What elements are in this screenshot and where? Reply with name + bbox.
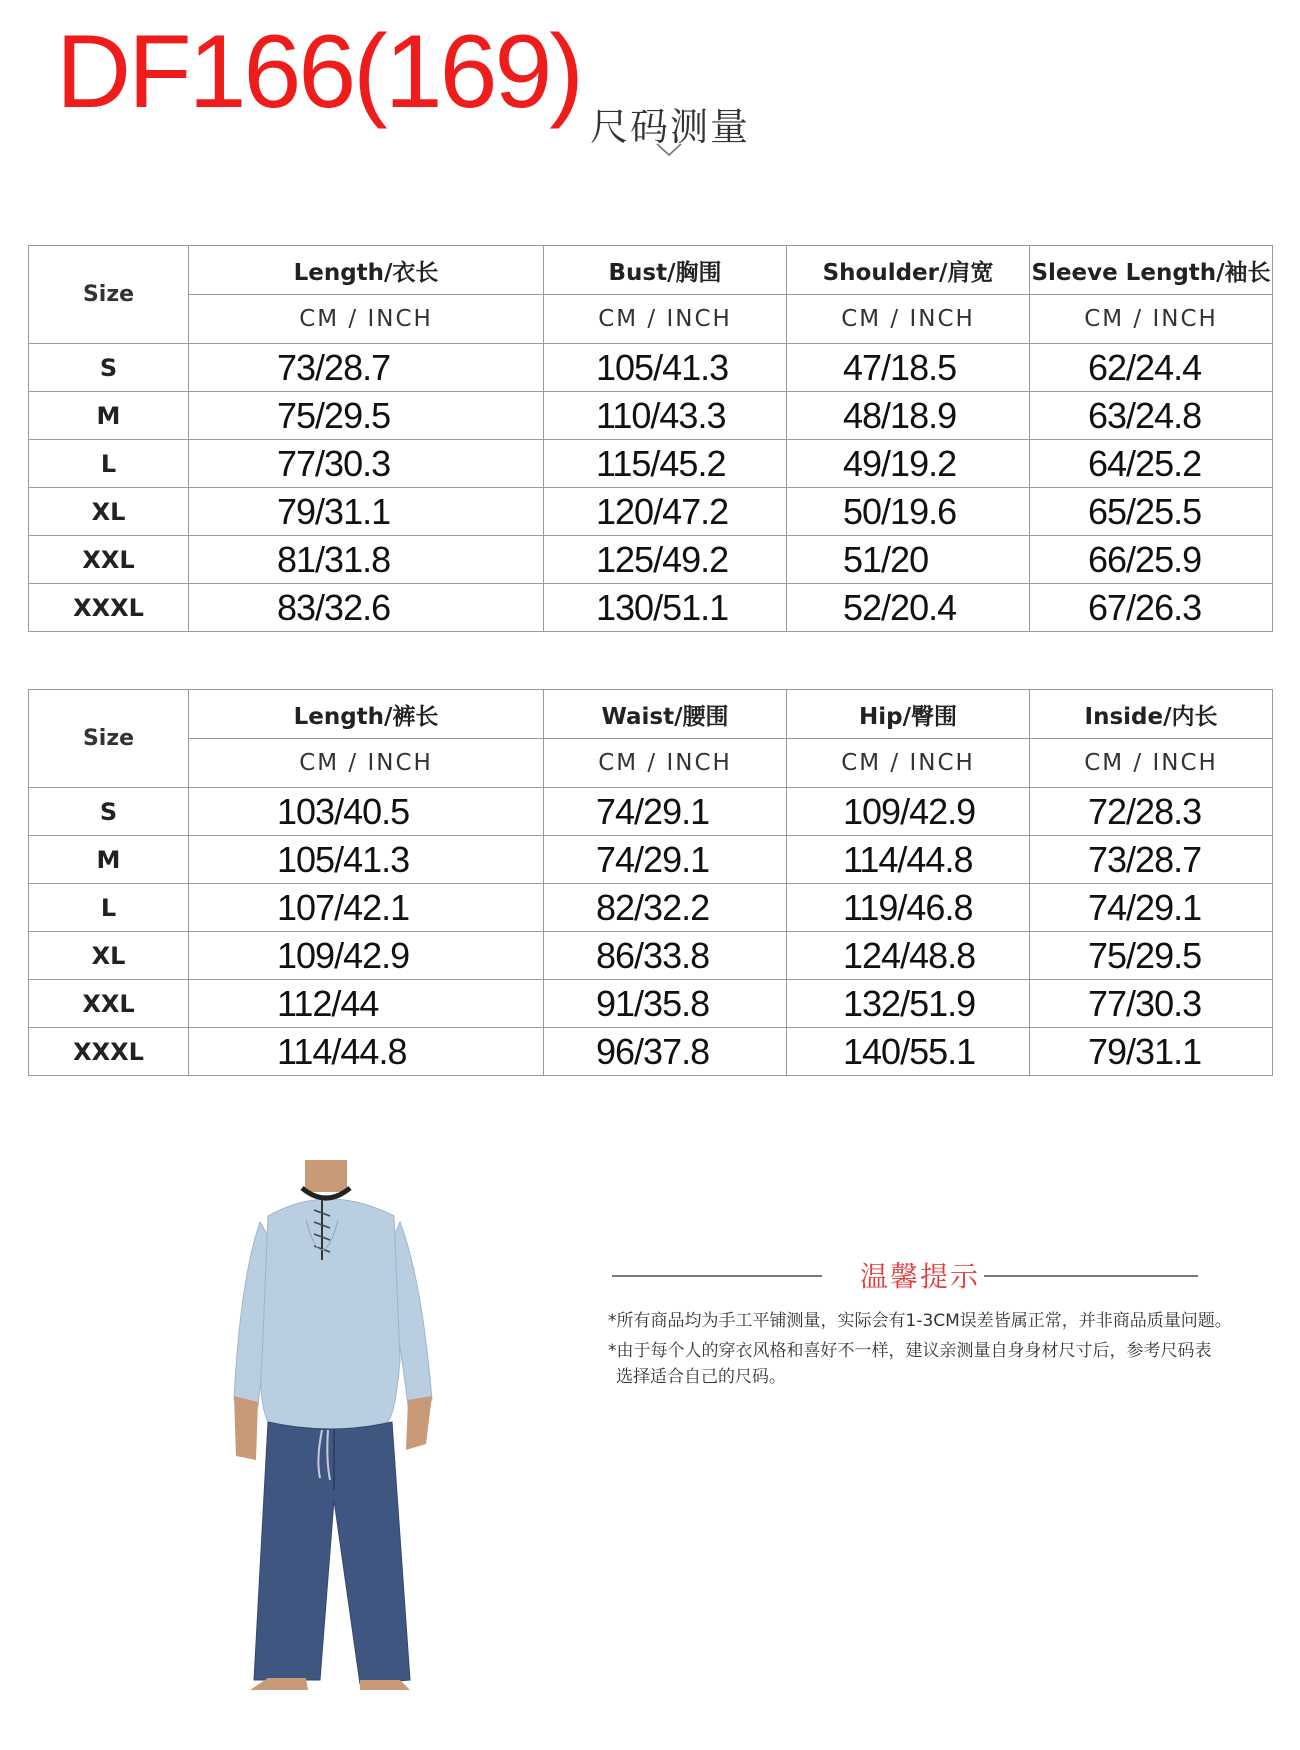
bottom-size-table: [28, 689, 1273, 1076]
size-cell: M: [29, 392, 189, 440]
table-row: [29, 392, 1273, 440]
table-row: [29, 980, 1273, 1028]
size-cell: XXXL: [29, 584, 189, 632]
value-cell: 51/20: [843, 538, 929, 580]
value-cell: 50/19.6: [843, 490, 957, 532]
chevron-down-icon: [655, 142, 683, 158]
product-code: DF166(169): [56, 14, 581, 130]
value-cell: 140/55.1: [843, 1030, 976, 1072]
value-cell: 75/29.5: [277, 394, 391, 436]
size-cell: S: [29, 344, 189, 392]
value-cell: 107/42.1: [277, 886, 410, 928]
size-cell: XL: [29, 488, 189, 536]
value-cell: 52/20.4: [843, 586, 957, 628]
divider: [984, 1275, 1198, 1277]
unit-label: CM / INCH: [1030, 739, 1273, 788]
value-cell: 64/25.2: [1088, 442, 1202, 484]
value-cell: 47/18.5: [843, 346, 957, 388]
table-row: [29, 584, 1273, 632]
column-header: Length/衣长: [189, 246, 544, 295]
model-photo: [210, 1160, 450, 1690]
value-cell: 125/49.2: [596, 538, 729, 580]
value-cell: 86/33.8: [596, 934, 710, 976]
unit-label: CM / INCH: [787, 295, 1030, 344]
value-cell: 115/45.2: [596, 442, 726, 484]
table-row: [29, 440, 1273, 488]
table-row: [29, 836, 1273, 884]
value-cell: 62/24.4: [1088, 346, 1202, 388]
size-cell: L: [29, 440, 189, 488]
size-header: Size: [29, 690, 189, 788]
value-cell: 81/31.8: [277, 538, 391, 580]
size-cell: L: [29, 884, 189, 932]
column-header: Waist/腰围: [544, 690, 787, 739]
top-size-table: [28, 245, 1273, 632]
size-cell: XL: [29, 932, 189, 980]
value-cell: 73/28.7: [1088, 838, 1202, 880]
column-header: Inside/内长: [1030, 690, 1273, 739]
value-cell: 105/41.3: [596, 346, 729, 388]
column-header: Shoulder/肩宽: [787, 246, 1030, 295]
value-cell: 67/26.3: [1088, 586, 1202, 628]
value-cell: 114/44.8: [277, 1030, 407, 1072]
table-row: [29, 884, 1273, 932]
value-cell: 114/44.8: [843, 838, 973, 880]
value-cell: 119/46.8: [843, 886, 973, 928]
column-header: Bust/胸围: [544, 246, 787, 295]
value-cell: 130/51.1: [596, 586, 729, 628]
value-cell: 79/31.1: [277, 490, 391, 532]
unit-label: CM / INCH: [189, 295, 544, 344]
value-cell: 48/18.9: [843, 394, 957, 436]
value-cell: 66/25.9: [1088, 538, 1202, 580]
column-header: Hip/臀围: [787, 690, 1030, 739]
tip-text: *所有商品均为手工平铺测量，实际会有1-3CM误差皆属正常，并非商品质量问题。: [608, 1311, 1232, 1331]
value-cell: 72/28.3: [1088, 790, 1202, 832]
size-cell: XXL: [29, 980, 189, 1028]
size-header: Size: [29, 246, 189, 344]
unit-label: CM / INCH: [544, 739, 787, 788]
value-cell: 83/32.6: [277, 586, 391, 628]
unit-label: CM / INCH: [544, 295, 787, 344]
value-cell: 103/40.5: [277, 790, 410, 832]
value-cell: 74/29.1: [1088, 886, 1202, 928]
table-row: [29, 1028, 1273, 1076]
value-cell: 65/25.5: [1088, 490, 1202, 532]
value-cell: 73/28.7: [277, 346, 391, 388]
tip-text: 选择适合自己的尺码。: [616, 1367, 786, 1387]
value-cell: 96/37.8: [596, 1030, 710, 1072]
table-row: [29, 536, 1273, 584]
column-header: Sleeve Length/袖长: [1030, 246, 1273, 295]
value-cell: 74/29.1: [596, 838, 710, 880]
value-cell: 74/29.1: [596, 790, 710, 832]
table-row: [29, 932, 1273, 980]
divider: [612, 1275, 822, 1277]
tips-title: 温馨提示: [860, 1260, 981, 1293]
section-title: 尺码测量: [590, 105, 751, 149]
table-row: [29, 488, 1273, 536]
table-row: [29, 344, 1273, 392]
value-cell: 132/51.9: [843, 982, 976, 1024]
size-cell: XXXL: [29, 1028, 189, 1076]
value-cell: 110/43.3: [596, 394, 726, 436]
column-header: Length/裤长: [189, 690, 544, 739]
unit-label: CM / INCH: [787, 739, 1030, 788]
size-cell: M: [29, 836, 189, 884]
unit-label: CM / INCH: [1030, 295, 1273, 344]
size-cell: XXL: [29, 536, 189, 584]
value-cell: 105/41.3: [277, 838, 410, 880]
value-cell: 120/47.2: [596, 490, 729, 532]
value-cell: 79/31.1: [1088, 1030, 1202, 1072]
tip-text: *由于每个人的穿衣风格和喜好不一样，建议亲测量自身身材尺寸后，参考尺码表: [608, 1341, 1212, 1361]
value-cell: 63/24.8: [1088, 394, 1202, 436]
size-cell: S: [29, 788, 189, 836]
value-cell: 82/32.2: [596, 886, 710, 928]
value-cell: 77/30.3: [277, 442, 391, 484]
value-cell: 75/29.5: [1088, 934, 1202, 976]
value-cell: 49/19.2: [843, 442, 957, 484]
value-cell: 91/35.8: [596, 982, 710, 1024]
value-cell: 109/42.9: [843, 790, 976, 832]
unit-label: CM / INCH: [189, 739, 544, 788]
value-cell: 112/44: [277, 982, 379, 1024]
value-cell: 124/48.8: [843, 934, 976, 976]
table-row: [29, 788, 1273, 836]
value-cell: 109/42.9: [277, 934, 410, 976]
value-cell: 77/30.3: [1088, 982, 1202, 1024]
